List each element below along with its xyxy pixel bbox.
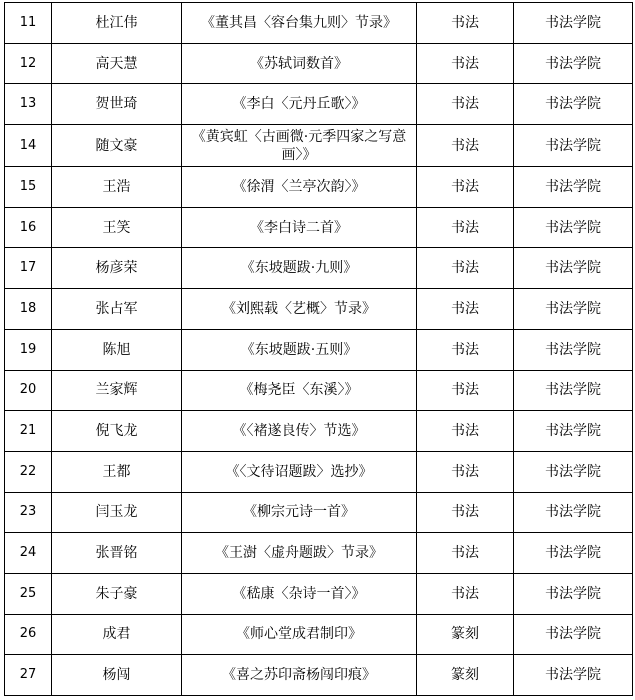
table-row (5, 167, 633, 208)
student-name-cell: 王浩 (52, 167, 182, 208)
table-row (5, 43, 633, 84)
school-cell: 书法学院 (514, 492, 633, 533)
work-title-cell: 《王澍〈虚舟题跋〉节录》 (182, 533, 417, 574)
row-number-cell: 14 (5, 125, 52, 167)
work-title-cell: 《徐渭〈兰亭次韵〉》 (182, 167, 417, 208)
row-number-cell: 19 (5, 329, 52, 370)
table-row (5, 207, 633, 248)
row-number-cell: 11 (5, 3, 52, 44)
school-cell: 书法学院 (514, 167, 633, 208)
row-number-cell: 18 (5, 289, 52, 330)
table-row (5, 614, 633, 655)
category-cell: 书法 (417, 248, 514, 289)
work-title-cell: 《喜之苏印斋杨闯印痕》 (182, 655, 417, 696)
row-number-cell: 13 (5, 84, 52, 125)
school-cell: 书法学院 (514, 248, 633, 289)
work-title-cell: 《柳宗元诗一首》 (182, 492, 417, 533)
category-cell: 书法 (417, 411, 514, 452)
student-name-cell: 王笑 (52, 207, 182, 248)
work-title-cell: 《嵇康〈杂诗一首〉》 (182, 573, 417, 614)
work-title-cell: 《〈褚遂良传〉节选》 (182, 411, 417, 452)
school-cell: 书法学院 (514, 289, 633, 330)
table-row (5, 370, 633, 411)
student-name-cell: 张晋铭 (52, 533, 182, 574)
student-name-cell: 张占军 (52, 289, 182, 330)
row-number-cell: 25 (5, 573, 52, 614)
school-cell: 书法学院 (514, 614, 633, 655)
award-list-table (4, 2, 633, 696)
category-cell: 书法 (417, 451, 514, 492)
category-cell: 书法 (417, 207, 514, 248)
category-cell: 书法 (417, 167, 514, 208)
student-name-cell: 高天慧 (52, 43, 182, 84)
school-cell: 书法学院 (514, 329, 633, 370)
category-cell: 书法 (417, 370, 514, 411)
category-cell: 书法 (417, 492, 514, 533)
work-title-cell: 《刘熙载〈艺概〉节录》 (182, 289, 417, 330)
school-cell: 书法学院 (514, 84, 633, 125)
table-row (5, 248, 633, 289)
student-name-cell: 杨彦荣 (52, 248, 182, 289)
work-title-cell: 《梅尧臣〈东溪〉》 (182, 370, 417, 411)
school-cell: 书法学院 (514, 370, 633, 411)
student-name-cell: 随文豪 (52, 125, 182, 167)
row-number-cell: 22 (5, 451, 52, 492)
school-cell: 书法学院 (514, 451, 633, 492)
school-cell: 书法学院 (514, 125, 633, 167)
student-name-cell: 成君 (52, 614, 182, 655)
work-title-cell: 《苏轼词数首》 (182, 43, 417, 84)
row-number-cell: 16 (5, 207, 52, 248)
row-number-cell: 27 (5, 655, 52, 696)
work-title-cell: 《黄宾虹〈古画微·元季四家之写意画〉》 (182, 125, 417, 167)
category-cell: 书法 (417, 573, 514, 614)
table-row (5, 3, 633, 44)
category-cell: 篆刻 (417, 614, 514, 655)
school-cell: 书法学院 (514, 411, 633, 452)
table-body (5, 3, 633, 696)
row-number-cell: 26 (5, 614, 52, 655)
row-number-cell: 23 (5, 492, 52, 533)
category-cell: 书法 (417, 329, 514, 370)
table-row (5, 655, 633, 696)
row-number-cell: 20 (5, 370, 52, 411)
category-cell: 书法 (417, 125, 514, 167)
table-row (5, 329, 633, 370)
category-cell: 书法 (417, 84, 514, 125)
table-row (5, 492, 633, 533)
category-cell: 书法 (417, 533, 514, 574)
student-name-cell: 倪飞龙 (52, 411, 182, 452)
student-name-cell: 兰家辉 (52, 370, 182, 411)
work-title-cell: 《李白〈元丹丘歌〉》 (182, 84, 417, 125)
work-title-cell: 《东坡题跋·九则》 (182, 248, 417, 289)
row-number-cell: 21 (5, 411, 52, 452)
row-number-cell: 24 (5, 533, 52, 574)
category-cell: 书法 (417, 3, 514, 44)
table-row (5, 573, 633, 614)
school-cell: 书法学院 (514, 43, 633, 84)
student-name-cell: 杜江伟 (52, 3, 182, 44)
row-number-cell: 17 (5, 248, 52, 289)
work-title-cell: 《东坡题跋·五则》 (182, 329, 417, 370)
table-row (5, 451, 633, 492)
school-cell: 书法学院 (514, 533, 633, 574)
work-title-cell: 《〈文待诏题跋〉选抄》 (182, 451, 417, 492)
table-row (5, 411, 633, 452)
row-number-cell: 12 (5, 43, 52, 84)
category-cell: 书法 (417, 43, 514, 84)
student-name-cell: 贺世琦 (52, 84, 182, 125)
school-cell: 书法学院 (514, 207, 633, 248)
work-title-cell: 《董其昌〈容台集九则〉节录》 (182, 3, 417, 44)
award-list-table-wrapper (4, 2, 633, 696)
student-name-cell: 陈旭 (52, 329, 182, 370)
row-number-cell: 15 (5, 167, 52, 208)
work-title-cell: 《李白诗二首》 (182, 207, 417, 248)
school-cell: 书法学院 (514, 3, 633, 44)
work-title-cell: 《师心堂成君制印》 (182, 614, 417, 655)
table-row (5, 289, 633, 330)
school-cell: 书法学院 (514, 573, 633, 614)
student-name-cell: 闫玉龙 (52, 492, 182, 533)
student-name-cell: 朱子豪 (52, 573, 182, 614)
student-name-cell: 杨闯 (52, 655, 182, 696)
table-row (5, 533, 633, 574)
table-row (5, 84, 633, 125)
table-row (5, 125, 633, 167)
category-cell: 篆刻 (417, 655, 514, 696)
school-cell: 书法学院 (514, 655, 633, 696)
student-name-cell: 王都 (52, 451, 182, 492)
category-cell: 书法 (417, 289, 514, 330)
